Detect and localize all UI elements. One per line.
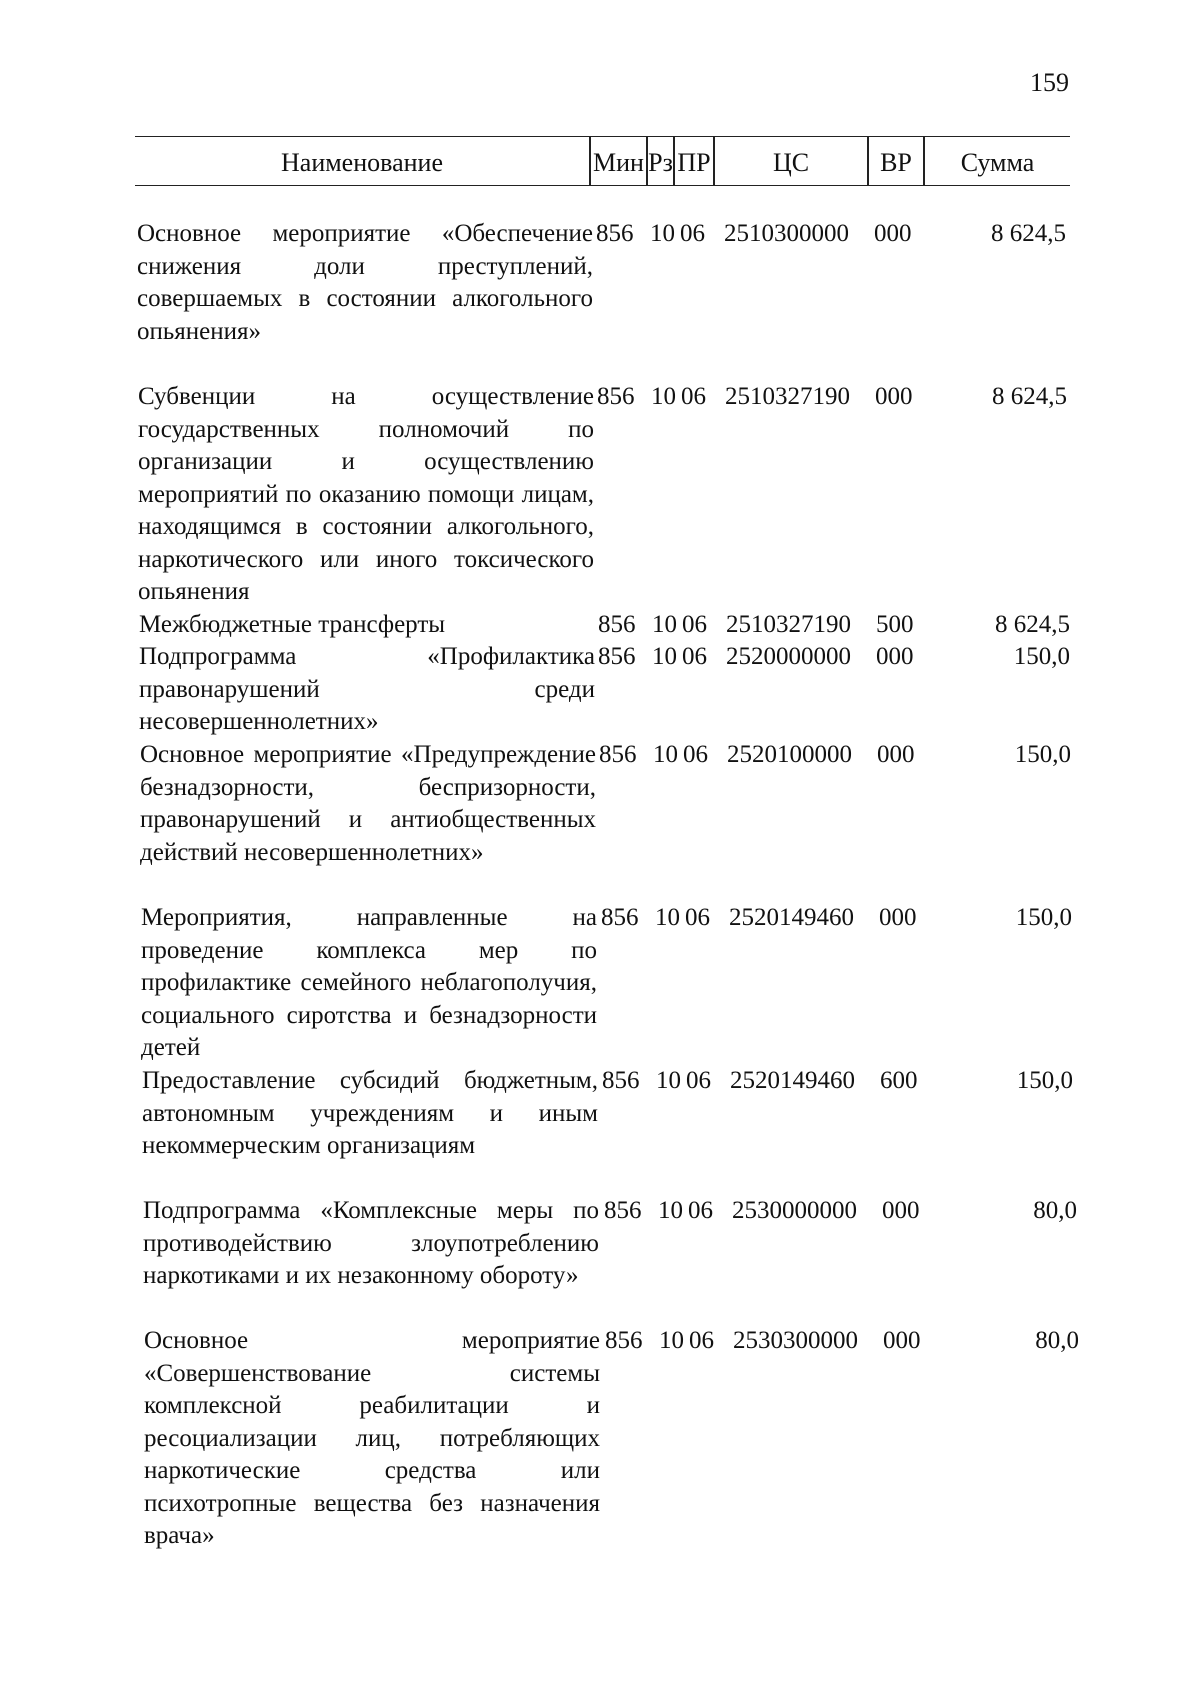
row-name: Основное мероприятие «Обеспечение снижения доли преступлений, совершаемых в состоянии алкогольного опьянения»	[137, 220, 593, 345]
row-rz: 10	[651, 383, 676, 410]
row-name: Основное мероприятие «Предупреждение безнадзорности, беспризорности, правонарушений и антиобщественных действий несовершеннолетних»	[140, 741, 596, 866]
row-cs: 2510327190	[725, 383, 850, 410]
row-rz: 10	[655, 904, 680, 931]
row-sum: 80,0	[1035, 1327, 1079, 1354]
table-header	[135, 136, 1070, 186]
table-row	[0, 381, 1200, 609]
row-name: Предоставление субсидий бюджетным, автономным учреждениям и иным некоммерческим организациям	[142, 1067, 598, 1159]
row-vr: 000	[875, 383, 913, 410]
row-cs: 2530000000	[732, 1197, 857, 1224]
row-name: Субвенции на осуществление государственных полномочий по организации и осуществлению мероприятий по оказанию помощи лицам, находящимся в состоянии алкогольного, наркотического или иного токсического опьянения	[138, 383, 594, 605]
row-min: 856	[604, 1197, 642, 1224]
table-row	[0, 641, 1200, 739]
header-min: Мин	[593, 148, 644, 177]
table-row	[0, 739, 1200, 902]
row-rz: 10	[658, 1197, 683, 1224]
row-min: 856	[598, 611, 636, 638]
row-min: 856	[599, 741, 637, 768]
header-vr: ВР	[880, 148, 912, 177]
row-min: 856	[601, 904, 639, 931]
table-row	[0, 1065, 1200, 1195]
row-name: Подпрограмма «Комплексные меры по противодействию злоупотреблению наркотиками и их незаконному обороту»	[143, 1197, 599, 1289]
row-pr: 06	[682, 611, 707, 638]
row-pr: 06	[681, 383, 706, 410]
row-sum: 150,0	[1016, 1067, 1073, 1094]
row-sum: 8 624,5	[995, 611, 1070, 638]
row-sum: 150,0	[1014, 741, 1071, 768]
row-cs: 2510300000	[724, 220, 849, 247]
row-vr: 000	[874, 220, 912, 247]
row-cs: 2510327190	[726, 611, 851, 638]
row-min: 856	[598, 643, 636, 670]
row-vr: 000	[879, 904, 917, 931]
row-cs: 2520100000	[727, 741, 852, 768]
page-number: 159	[1030, 68, 1069, 97]
header-sum: Сумма	[960, 148, 1035, 177]
row-pr: 06	[688, 1197, 713, 1224]
table-row	[0, 1195, 1200, 1325]
table-row	[0, 609, 1200, 641]
table-row	[0, 1325, 1200, 1553]
row-pr: 06	[685, 904, 710, 931]
row-cs: 2520149460	[730, 1067, 855, 1094]
row-name: Подпрограмма «Профилактика правонарушений среди несовершеннолетних»	[139, 643, 595, 735]
row-vr: 500	[876, 611, 914, 638]
row-vr: 000	[877, 741, 915, 768]
row-rz: 10	[650, 220, 675, 247]
row-cs: 2520000000	[726, 643, 851, 670]
header-name: Наименование	[281, 148, 443, 177]
row-pr: 06	[680, 220, 705, 247]
row-pr: 06	[683, 741, 708, 768]
row-min: 856	[597, 383, 635, 410]
row-min: 856	[602, 1067, 640, 1094]
row-sum: 150,0	[1015, 904, 1072, 931]
row-pr: 06	[689, 1327, 714, 1354]
row-sum: 8 624,5	[992, 383, 1067, 410]
row-rz: 10	[652, 611, 677, 638]
row-name: Межбюджетные трансферты	[139, 611, 446, 638]
row-cs: 2530300000	[733, 1327, 858, 1354]
row-min: 856	[605, 1327, 643, 1354]
row-pr: 06	[682, 643, 707, 670]
table-row	[0, 218, 1200, 381]
header-pr: ПР	[677, 148, 711, 177]
row-rz: 10	[652, 643, 677, 670]
table-row	[0, 902, 1200, 1065]
header-rz: Рз	[648, 148, 673, 177]
row-vr: 600	[880, 1067, 918, 1094]
row-sum: 150,0	[1013, 643, 1070, 670]
row-sum: 80,0	[1033, 1197, 1077, 1224]
row-rz: 10	[653, 741, 678, 768]
row-vr: 000	[883, 1327, 921, 1354]
row-min: 856	[596, 220, 634, 247]
row-vr: 000	[882, 1197, 920, 1224]
row-vr: 000	[876, 643, 914, 670]
row-rz: 10	[659, 1327, 684, 1354]
row-name: Мероприятия, направленные на проведение комплекса мер по профилактике семейного неблагополучия, социального сиротства и безнадзорности детей	[141, 904, 597, 1061]
header-cs: ЦС	[772, 148, 810, 177]
row-sum: 8 624,5	[991, 220, 1066, 247]
row-pr: 06	[686, 1067, 711, 1094]
table-body	[0, 218, 1200, 1553]
row-name: Основное мероприятие «Совершенствование системы комплексной реабилитации и ресоциализации лиц, потребляющих наркотические средства или психотропные вещества без назначения врача»	[144, 1327, 600, 1549]
row-cs: 2520149460	[729, 904, 854, 931]
row-rz: 10	[656, 1067, 681, 1094]
